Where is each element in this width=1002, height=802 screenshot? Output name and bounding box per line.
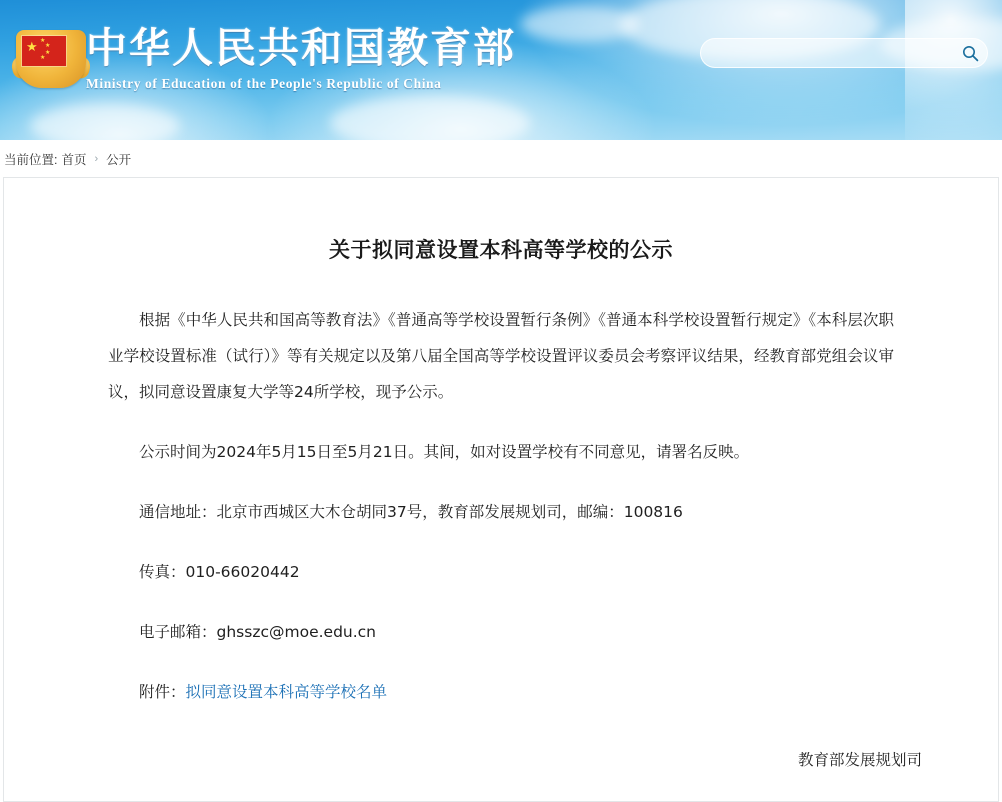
article-paragraph: 通信地址：北京市西城区大木仓胡同37号，教育部发展规划司，邮编：100816	[139, 503, 683, 521]
emblem-star-small: ★	[40, 38, 46, 44]
article-body	[108, 302, 894, 710]
sun-glow	[905, 0, 1002, 140]
breadcrumb	[0, 140, 1002, 177]
breadcrumb-item-home[interactable]: 首页	[61, 152, 87, 167]
email-label: 电子邮箱：	[139, 623, 217, 641]
signature: 教育部发展规划司	[797, 751, 922, 769]
attachment-label: 附件：	[139, 683, 186, 701]
site-title-block	[86, 24, 646, 92]
cloud-decoration	[330, 96, 530, 140]
emblem-star-large: ★	[26, 39, 38, 54]
article-paragraph-attachment	[108, 674, 894, 710]
emblem-star-small: ★	[40, 55, 46, 61]
emblem-star-small: ★	[45, 43, 51, 49]
article-paragraph: 根据《中华人民共和国高等教育法》《普通高等学校设置暂行条例》《普通本科学校设置暂行规定》《本科层次职业学校设置标准（试行）》等有关规定以及第八届全国高等学校设置评议委员会考察评议结果，经教育部党组会议审议，拟同意设置康复大学等24所学校，现予公示。	[108, 311, 894, 401]
breadcrumb-separator: ›	[94, 152, 99, 165]
article-paragraph: 传真：010-66020442	[139, 563, 300, 581]
breadcrumb-label: 当前位置:	[4, 152, 58, 167]
search-input[interactable]	[701, 39, 953, 67]
emblem-star-small: ★	[45, 50, 51, 56]
page-title: 关于拟同意设置本科高等学校的公示	[329, 238, 673, 262]
site-header	[0, 0, 1002, 140]
national-emblem-icon	[14, 22, 88, 96]
attachment-link[interactable]: 拟同意设置本科高等学校名单	[185, 683, 388, 701]
site-title-english: Ministry of Education of the People's Republic of China	[86, 76, 442, 91]
email-value: ghsszc@moe.edu.cn	[216, 623, 377, 641]
search-box[interactable]	[700, 38, 988, 68]
cloud-decoration	[30, 104, 180, 140]
article-card	[3, 177, 999, 802]
breadcrumb-item-open[interactable]: 公开	[106, 152, 132, 167]
article-paragraph-email	[108, 614, 894, 650]
search-icon[interactable]	[953, 39, 987, 67]
article-paragraph: 公示时间为2024年5月15日至5月21日。其间，如对设置学校有不同意见，请署名反映。	[139, 443, 750, 461]
site-title-chinese: 中华人民共和国教育部	[86, 24, 516, 72]
